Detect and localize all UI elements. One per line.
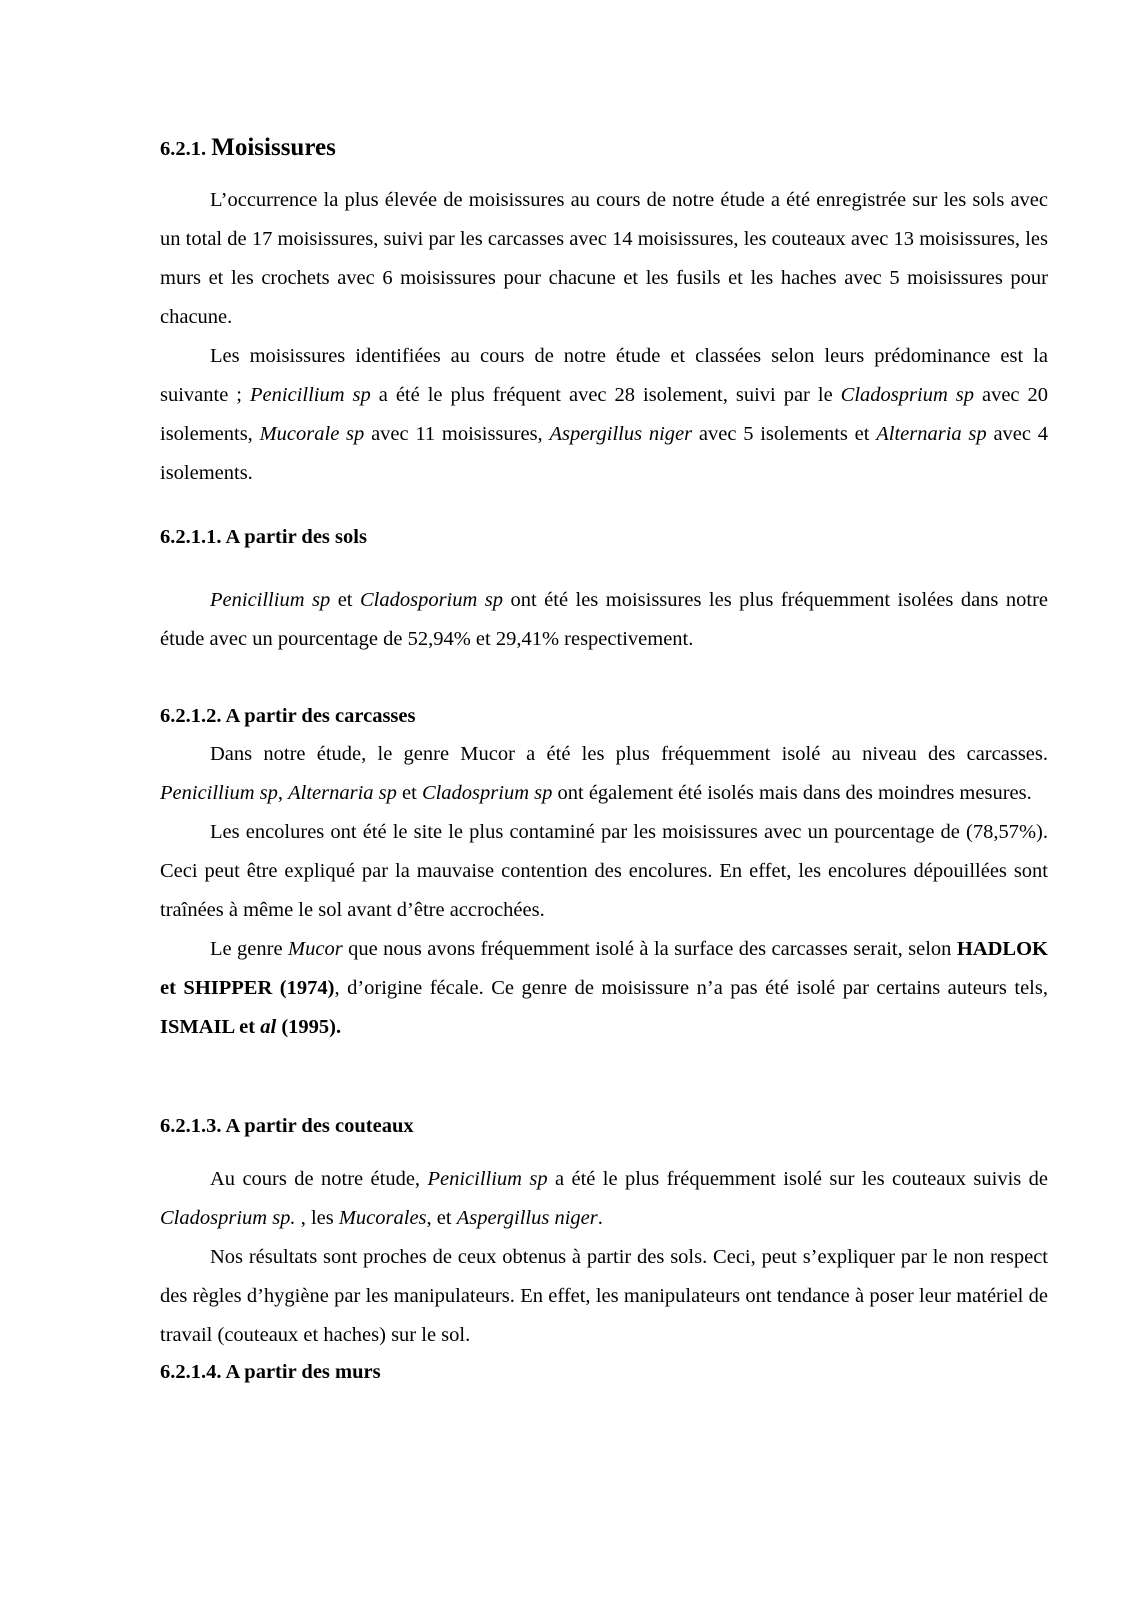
- subsection-heading-carcasses: 6.2.1.2. A partir des carcasses: [160, 705, 416, 727]
- carcasses-paragraph-1: Dans notre étude, le genre Mucor a été les plus fréquemment isolé au niveau des carcasses. Penicillium sp, Alternaria sp et Cladosprium sp ont également été isolés mais dans des moindres mesures.: [160, 743, 1048, 804]
- subsection-heading-murs: 6.2.1.4. A partir des murs: [160, 1361, 381, 1383]
- intro-block: [160, 181, 1048, 493]
- intro-paragraph-1: L’occurrence la plus élevée de moisissures au cours de notre étude a été enregistrée sur les sols avec un total de 17 moisissures, suivi par les carcasses avec 14 moisissures, les couteaux avec 13 moisissures, les murs et les crochets avec 6 moisissures pour chacune et les fusils et les haches avec 5 moisissures pour chacune.: [160, 189, 1048, 328]
- couteaux-block: [160, 1160, 1048, 1355]
- carcasses-block: [160, 735, 1048, 1047]
- section-heading-moisissures: 6.2.1. Moisissures: [160, 134, 336, 161]
- subsection-heading-couteaux: 6.2.1.3. A partir des couteaux: [160, 1115, 414, 1137]
- couteaux-paragraph-1: Au cours de notre étude, Penicillium sp a été le plus fréquemment isolé sur les couteaux suivis de Cladosprium sp. , les Mucorales, et Aspergillus niger.: [160, 1168, 1049, 1229]
- intro-paragraph-2: Les moisissures identifiées au cours de notre étude et classées selon leurs prédominance est la suivante ; Penicillium sp a été le plus fréquent avec 28 isolement, suivi par le Cladosprium sp avec 20 isolements, Mucorale sp avec 11 moisissures, Aspergillus niger avec 5 isolements et Alternaria sp avec 4 isolements.: [160, 345, 1049, 484]
- subsection-heading-sols: 6.2.1.1. A partir des sols: [160, 526, 367, 548]
- carcasses-paragraph-2: Les encolures ont été le site le plus contaminé par les moisissures avec un pourcentage de (78,57%). Ceci peut être expliqué par la mauvaise contention des encolures. En effet, les encolures dépouillées sont traînées à même le sol avant d’être accrochées.: [160, 821, 1048, 921]
- sols-paragraph-1: Penicillium sp et Cladosporium sp ont été les moisissures les plus fréquemment isolées dans notre étude avec un pourcentage de 52,94% et 29,41% respectivement.: [160, 589, 1049, 650]
- couteaux-paragraph-2: Nos résultats sont proches de ceux obtenus à partir des sols. Ceci, peut s’expliquer par le non respect des règles d’hygiène par les manipulateurs. En effet, les manipulateurs ont tendance à poser leur matériel de travail (couteaux et haches) sur le sol.: [160, 1246, 1048, 1346]
- carcasses-paragraph-3: Le genre Mucor que nous avons fréquemment isolé à la surface des carcasses serait, selon HADLOK et SHIPPER (1974), d’origine fécale. Ce genre de moisissure n’a pas été isolé par certains auteurs tels, ISMAIL et al (1995).: [160, 938, 1048, 1038]
- sols-block: [160, 581, 1048, 659]
